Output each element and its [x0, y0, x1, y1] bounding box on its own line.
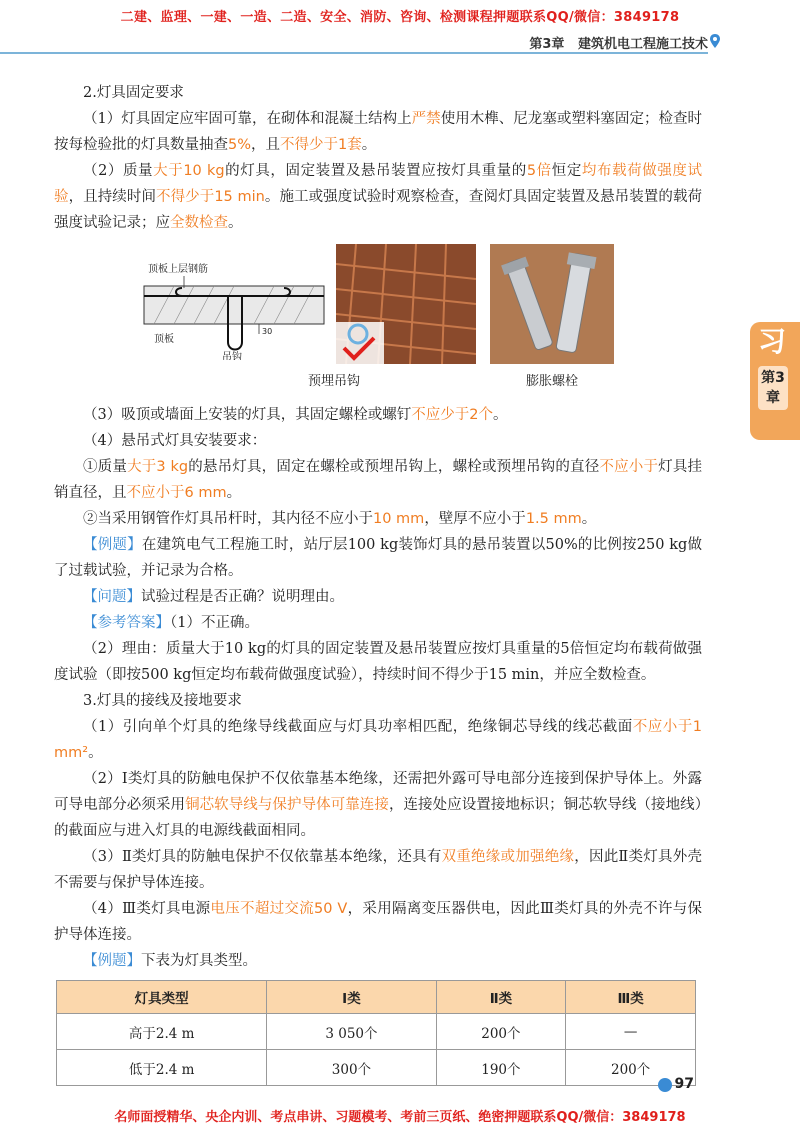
embedded-hook-diagram	[134, 256, 334, 360]
table-row	[57, 1014, 696, 1050]
side-tab-label: 第3章	[758, 366, 788, 410]
para-wiring-3: （3）Ⅱ类灯具的防触电保护不仅依靠基本绝缘，还具有双重绝缘或加强绝缘，因此Ⅱ类灯具外壳不需要与保护导体连接。	[54, 849, 702, 891]
diagram-label-top-rebar: 顶板上层钢筋	[148, 264, 208, 275]
example-1: 【例题】在建筑电气工程施工时，站厅层100 kg装饰灯具的悬吊装置以50%的比例按250 kg做了过载试验，并记录为合格。	[54, 537, 703, 579]
table-header: 灯具类型	[57, 981, 267, 1014]
question-1: 【问题】试验过程是否正确？说明理由。	[83, 589, 344, 605]
example-tag: 【例题】	[83, 537, 142, 553]
page-content	[54, 80, 702, 1086]
expansion-bolt-photo	[490, 244, 614, 364]
table-cell: 190个	[436, 1050, 566, 1086]
chapter-header	[529, 33, 708, 52]
para-wiring-1: （1）引向单个灯具的绝缘导线截面应与灯具功率相匹配，绝缘铜芯导线的线芯截面不应小于1 mm²。	[54, 719, 702, 761]
para-fixing-4b: ②当采用钢管作灯具吊杆时，其内径不应小于10 mm，壁厚不应小于1.5 mm。	[83, 511, 597, 527]
table-header: Ⅰ类	[267, 981, 436, 1014]
section-title-wiring: 3.灯具的接线及接地要求	[83, 693, 242, 709]
para-wiring-2: （2）Ⅰ类灯具的防触电保护不仅依靠基本绝缘，还需把外露可导电部分连接到保护导体上。外露可导电部分必须采用铜芯软导线与保护导体可靠连接，连接处应设置接地标识；铜芯软导线（接地线）的截面应与进入灯具的电源线截面相同。	[54, 771, 702, 839]
table-header: Ⅱ类	[436, 981, 566, 1014]
diagram-label-dim: 30	[262, 327, 273, 336]
diagram-label-slab: 顶板	[154, 334, 174, 345]
lamp-type-table	[56, 980, 696, 1086]
table-cell: 3 050个	[267, 1014, 436, 1050]
embedded-hook-photo	[336, 244, 476, 364]
example-tag: 【例题】	[83, 953, 141, 969]
table-cell: 低于2.4 m	[57, 1050, 267, 1086]
para-fixing-4a: ①质量大于3 kg的悬吊灯具，固定在螺栓或预埋吊钩上，螺栓或预埋吊钩的直径不应小于灯具挂销直径，且不应小于6 mm。	[54, 459, 703, 501]
exercise-icon: 习	[757, 325, 786, 358]
table-row	[57, 1050, 696, 1086]
figures-row	[54, 244, 702, 396]
para-fixing-4: （4）悬吊式灯具安装要求：	[83, 433, 267, 449]
diagram-label-hook: 吊钩	[222, 352, 242, 360]
bottom-banner: 名师面授精华、央企内训、考点串讲、习题模考、考前三页纸、绝密押题联系QQ/微信：3849178	[114, 1110, 686, 1125]
chapter-side-tab[interactable]	[750, 322, 800, 440]
chapter-title: 建筑机电工程施工技术	[577, 37, 708, 52]
table-header: Ⅲ类	[566, 981, 696, 1014]
caption-embedded-hook: 预埋吊钩	[307, 374, 360, 389]
caption-expansion-bolt: 膨胀螺栓	[525, 374, 578, 389]
location-pin-icon	[710, 34, 720, 48]
page-number: 97	[674, 1076, 694, 1092]
chapter-number: 第3章	[529, 37, 565, 52]
para-fixing-3: （3）吸顶或墙面上安装的灯具，其固定螺栓或螺钉不应少于2个。	[83, 407, 508, 423]
top-banner: 二建、监理、一建、一造、二造、安全、消防、咨询、检测课程押题联系QQ/微信：3849178	[120, 10, 680, 25]
header-divider	[0, 52, 708, 54]
para-fixing-1: （1）灯具固定应牢固可靠，在砌体和混凝土结构上严禁使用木榫、尼龙塞或塑料塞固定；检查时按每检验批的灯具数量抽查5%，且不得少于1套。	[54, 111, 703, 153]
para-fixing-2: （2）质量大于10 kg的灯具，固定装置及悬吊装置应按灯具重量的5倍恒定均布载荷做强度试验，且持续时间不得少于15 min。施工或强度试验时观察检查，查阅灯具固定装置及悬吊装置的载荷强度试验记录；应全数检查。	[54, 163, 703, 231]
answer-2: （2）理由：质量大于10 kg的灯具的固定装置及悬吊装置应按灯具重量的5倍恒定均布载荷做强度试验（即按500 kg恒定均布载荷做强度试验），持续时间不得少于15 min，并应全数检查。	[54, 641, 702, 683]
table-cell: 300个	[267, 1050, 436, 1086]
question-tag: 【问题】	[83, 589, 141, 605]
table-cell: 200个	[436, 1014, 566, 1050]
page-arrow-icon	[658, 1078, 672, 1092]
para-wiring-4: （4）Ⅲ类灯具电源电压不超过交流50 V，采用隔离变压器供电，因此Ⅲ类灯具的外壳不许与保护导体连接。	[54, 901, 703, 943]
table-cell: 200个	[566, 1050, 696, 1086]
answer-tag: 【参考答案】	[83, 615, 170, 631]
answer-1: 【参考答案】（1）不正确。	[83, 615, 259, 631]
table-header-row	[57, 981, 696, 1014]
table-cell: 高于2.4 m	[57, 1014, 267, 1050]
example-2: 【例题】下表为灯具类型。	[83, 953, 257, 969]
table-cell: —	[566, 1014, 696, 1050]
section-title-fixing: 2.灯具固定要求	[83, 85, 184, 101]
